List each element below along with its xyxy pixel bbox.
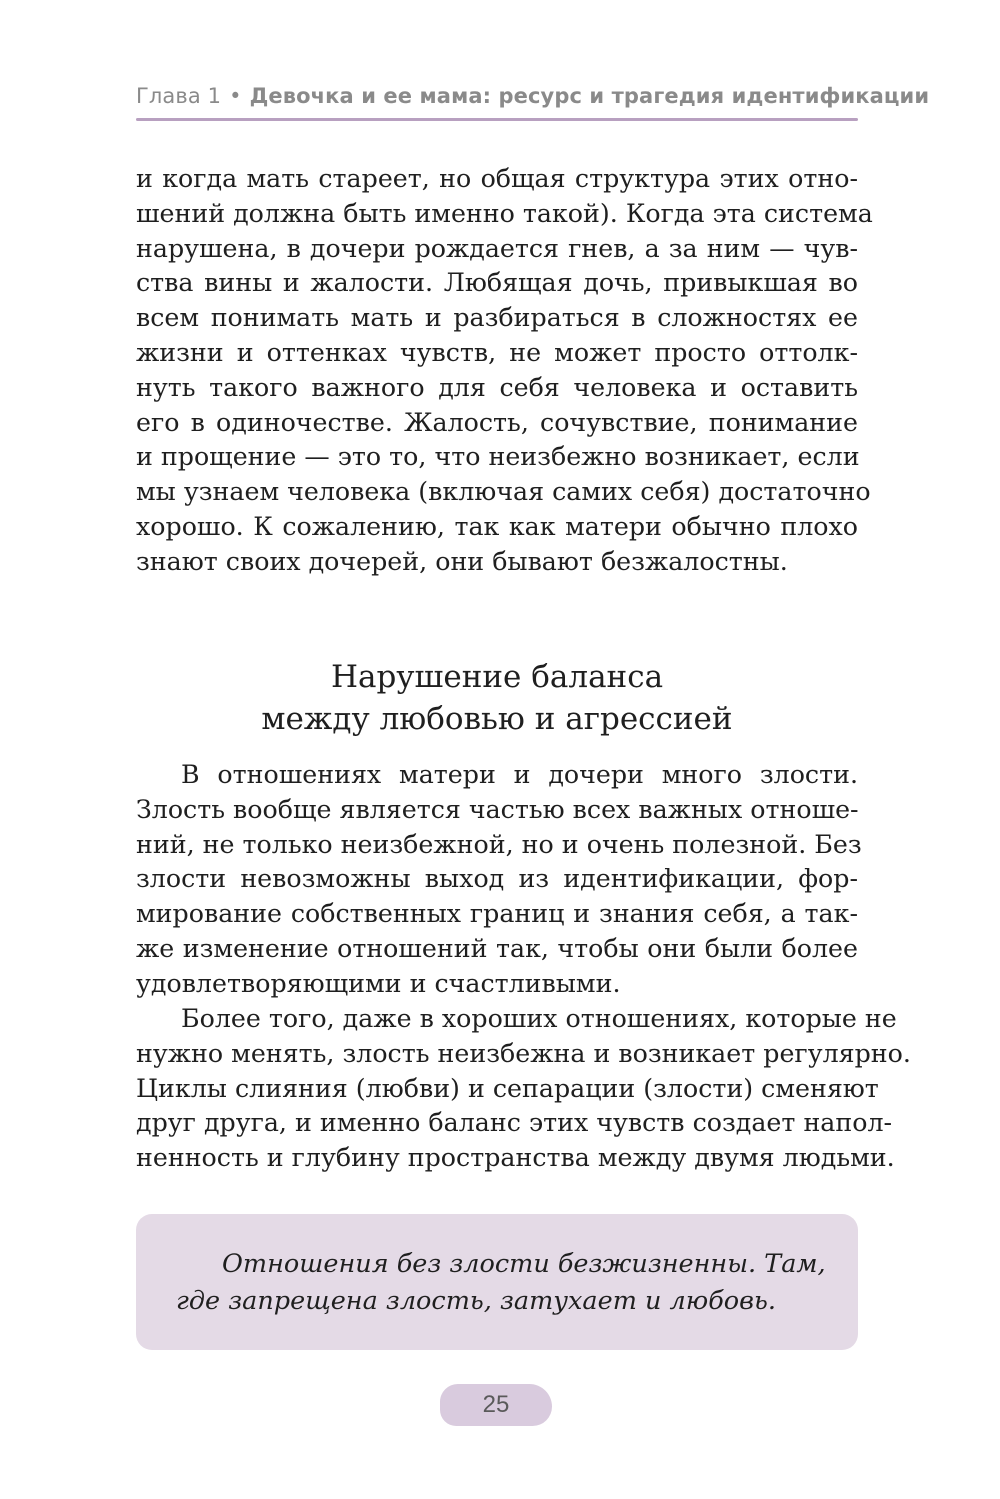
text-line: хорошо. К сожалению, так как матери обычно плохо [136, 511, 858, 541]
section-heading [136, 656, 858, 740]
quote-line: Отношения без злости безжизненны. Там, [222, 1249, 826, 1279]
text-line: злости невозможны выход из идентификации, фор- [136, 864, 858, 894]
page-number: 25 [482, 1391, 510, 1418]
header-rule [136, 118, 858, 121]
text-line: и прощение — это то, что неизбежно возникает, если [136, 442, 860, 472]
running-head [136, 84, 930, 108]
text-line: нуть такого важного для себя человека и оставить [136, 372, 858, 402]
text-line: его в одиночестве. Жалость, сочувствие, понимание [136, 407, 858, 437]
text-line: всем понимать мать и разбираться в сложностях ее [136, 303, 858, 333]
page-number-tab [440, 1384, 552, 1426]
text-line: мы узнаем человека (включая самих себя) достаточно [136, 477, 871, 507]
text-line: шений должна быть именно такой). Когда эта система [136, 198, 873, 228]
pull-quote-box [136, 1214, 858, 1350]
header-separator: • [229, 84, 242, 108]
text-line: нарушена, в дочери рождается гнев, а за ним — чув- [136, 233, 858, 263]
quote-line: где запрещена злость, затухает и любовь. [176, 1286, 776, 1316]
text-line: ненность и глубину пространства между двумя людьми. [136, 1143, 895, 1173]
pull-quote [176, 1246, 826, 1320]
text-line: же изменение отношений так, чтобы они были более [136, 933, 858, 963]
text-line: нужно менять, злость неизбежна и возникает регулярно. [136, 1038, 911, 1068]
text-line: знают своих дочерей, они бывают безжалостны. [136, 546, 788, 576]
text-line: жизни и оттенках чувств, не может просто оттолк- [136, 337, 858, 367]
text-line: Злость вообще является частью всех важных отноше- [136, 794, 859, 824]
chapter-title: Девочка и ее мама: ресурс и трагедия идентификации [249, 84, 930, 108]
paragraph [136, 758, 862, 1002]
text-line: удовлетворяющими и счастливыми. [136, 968, 621, 998]
paragraph [136, 1002, 911, 1176]
paragraph-continued [136, 162, 873, 580]
text-line: Циклы слияния (любви) и сепарации (злости) сменяют [136, 1073, 879, 1103]
section-heading-line: между любовью и агрессией [261, 701, 733, 737]
text-line: друг друга, и именно баланс этих чувств создает напол- [136, 1108, 893, 1138]
section-heading-line: Нарушение баланса [330, 659, 664, 695]
text-line: В отношениях матери и дочери много злости. [181, 760, 858, 789]
text-line: мирование собственных границ и знания себя, а так- [136, 899, 858, 929]
text-line: ний, не только неизбежной, но и очень полезной. Без [136, 829, 862, 859]
chapter-label: Глава 1 [136, 84, 222, 108]
text-line: ства вины и жалости. Любящая дочь, привыкшая во [136, 268, 858, 298]
text-line: и когда мать стареет, но общая структура этих отно- [136, 164, 858, 193]
text-line: Более того, даже в хороших отношениях, которые не [181, 1004, 897, 1033]
